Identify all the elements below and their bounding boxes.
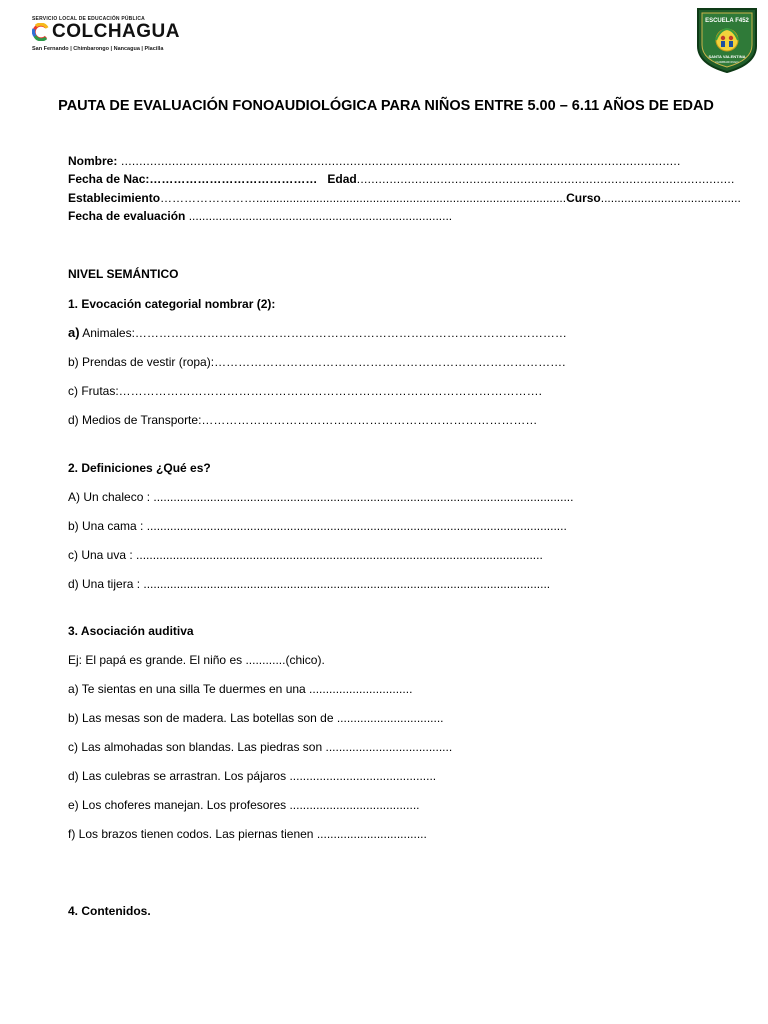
section-2-item-c: c) Una uva : .......................................................................................................................... (68, 548, 543, 562)
fecha-evaluacion-label: Fecha de evaluación (68, 209, 186, 223)
section-3-item-e: e) Los choferes manejan. Los profesores ....................................... (68, 798, 420, 812)
field-nombre (68, 153, 681, 169)
section-3-item-b: b) Las mesas son de madera. Las botellas son de ................................ (68, 711, 444, 725)
fecha-nac-dots: …………………………………… (149, 172, 318, 186)
curso-label: Curso (566, 191, 601, 205)
section-2-item-d: d) Una tijera : .......................................................................................................................... (68, 577, 551, 591)
colchagua-c-icon (32, 23, 50, 41)
section-3-title: 3. Asociación auditiva (68, 624, 194, 638)
section-1-title: 1. Evocación categorial nombrar (2): (68, 297, 276, 311)
badge-bottom-text: SANTA VALENTINA (708, 54, 746, 59)
item-a-text: Animales:……………………………………………………………………………………………… (79, 326, 567, 340)
fecha-nac-label: Fecha de Nac: (68, 172, 150, 186)
nombre-label: Nombre: (68, 154, 118, 168)
field-fecha-nac (68, 171, 735, 187)
edad-dots: ........................................................................................................ (356, 172, 735, 186)
establecimiento-dots: ……………………............................................................................................. (160, 191, 567, 205)
section-3-item-c: c) Las almohadas son blandas. Las piedras son ...................................... (68, 740, 453, 754)
org-subtitle: SERVICIO LOCAL DE EDUCACIÓN PÚBLICA (32, 16, 145, 22)
section-1-item-d: d) Medios de Transporte:………………………………………………………………………… (68, 413, 538, 427)
org-name: COLCHAGUA (52, 21, 180, 42)
item-a-prefix: a) (68, 325, 80, 340)
section-1-item-b: b) Prendas de vestir (ropa):……………………………………………………………………………. (68, 355, 566, 369)
section-2-title: 2. Definiciones ¿Qué es? (68, 461, 211, 475)
section-3-item-a: a) Te sientas en una silla Te duermes en una ............................... (68, 682, 413, 696)
section-2-item-b: b) Una cama : .............................................................................................................................. (68, 519, 567, 533)
section-3-item-d: d) Las culebras se arrastran. Los pájaros ............................................ (68, 769, 437, 783)
section-2-item-a: A) Un chaleco : .............................................................................................................................. (68, 490, 574, 504)
section-3-example: Ej: El papá es grande. El niño es ............(chico). (68, 653, 325, 667)
nombre-dots: .......................................................................................................................................................... (117, 154, 681, 168)
field-establecimiento (68, 190, 741, 206)
section-4-title: 4. Contenidos. (68, 904, 151, 918)
colchagua-logo (32, 16, 202, 60)
nivel-semantico-heading: NIVEL SEMÁNTICO (68, 267, 179, 281)
page-title: PAUTA DE EVALUACIÓN FONOAUDIOLÓGICA PARA NIÑOS ENTRE 5.00 – 6.11 AÑOS DE EDAD (58, 98, 714, 114)
section-3-item-f: f) Los brazos tienen codos. Las piernas tienen ................................. (68, 827, 427, 841)
org-communes: San Fernando | Chimbarongo | Nancagua | Placilla (32, 46, 164, 52)
section-1-item-c: c) Frutas:……………………………………………………………………………………………. (68, 384, 543, 398)
fecha-evaluacion-dots: ............................................................................... (185, 209, 453, 223)
section-1-item-a (68, 325, 567, 341)
school-badge (694, 6, 760, 74)
field-fecha-evaluacion (68, 208, 452, 224)
establecimiento-label: Establecimiento (68, 191, 161, 205)
badge-top-text: ESCUELA F452 (705, 18, 749, 24)
edad-label: Edad (327, 172, 357, 186)
curso-dots: .......................................... (600, 191, 741, 205)
badge-small-text: CHIMBARONGO (715, 60, 739, 64)
